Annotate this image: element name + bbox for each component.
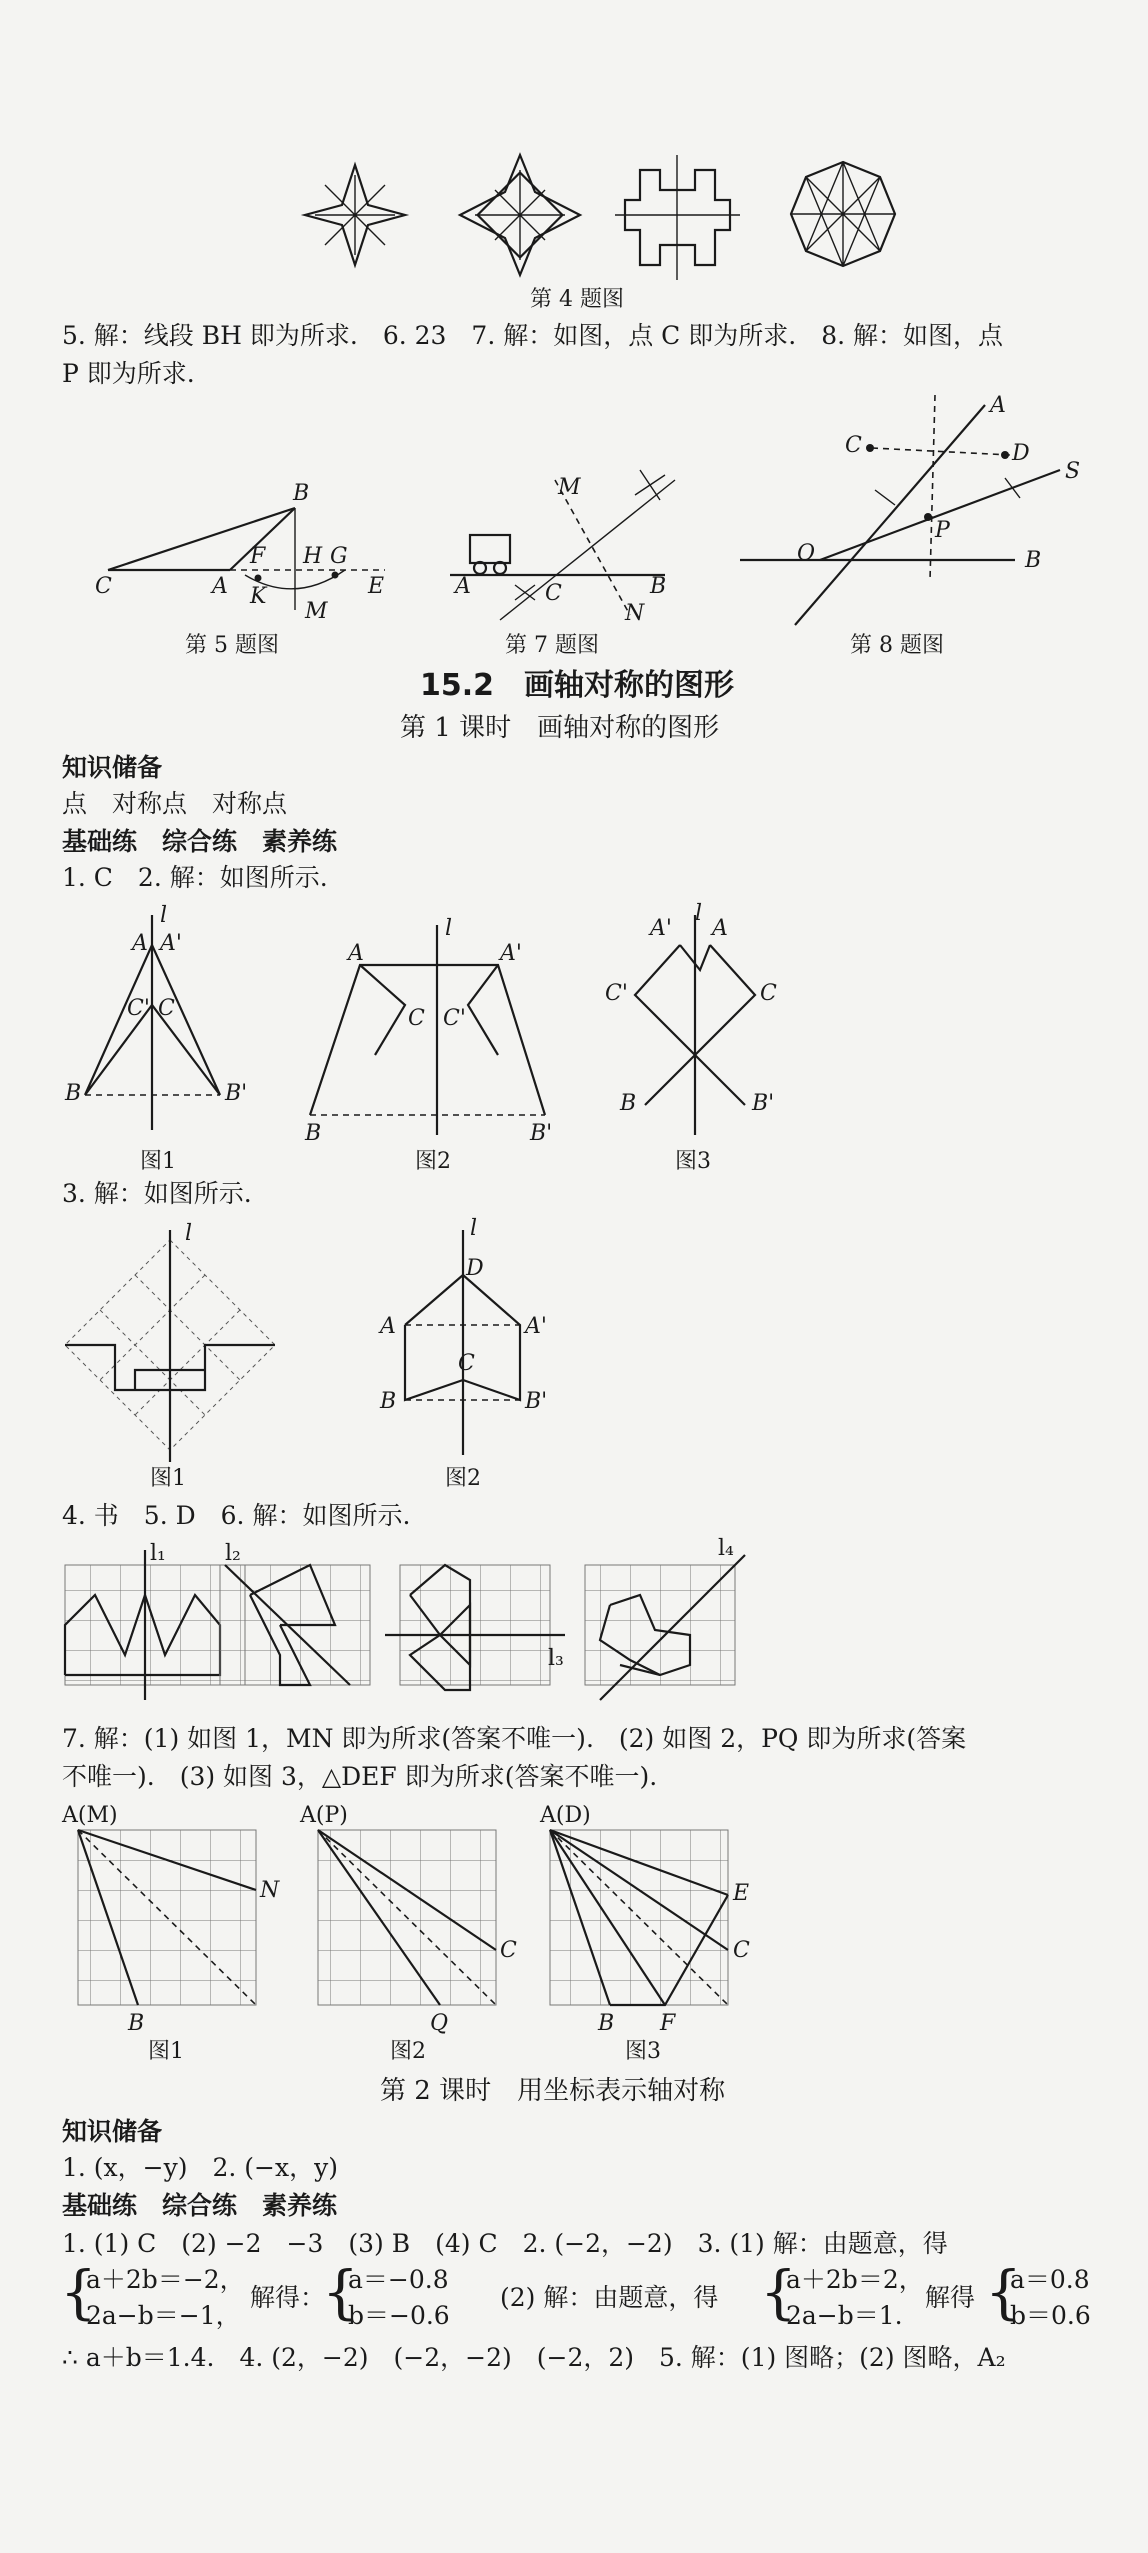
q7-fig1-caption: 图1 — [148, 2039, 184, 2064]
q3-fig1-caption: 图1 — [150, 1466, 186, 1491]
practice1-q4-6: 4. 书 5. D 6. 解：如图所示. — [62, 1501, 411, 1530]
fig5-label-H: H — [303, 544, 323, 569]
practice1-q1-2: 1. C 2. 解：如图所示. — [62, 863, 328, 892]
q3f2-B2: B' — [525, 1389, 548, 1414]
q6-l2: l₂ — [225, 1541, 241, 1566]
fig8-label-D: D — [1012, 441, 1030, 466]
sol2-a: a＝0.8 — [1010, 2265, 1090, 2294]
q7-fig3-caption: 图3 — [625, 2039, 661, 2064]
q7-fig3 — [539, 1803, 750, 2036]
knowledge1-heading: 知识储备 — [62, 753, 163, 782]
q2-fig3-caption: 图3 — [675, 1149, 711, 1174]
q2f3-C: C — [760, 981, 777, 1006]
q7f2-C: C — [500, 1938, 517, 1963]
fig5-label-G: G — [330, 544, 348, 569]
practice1-q3: 3. 解：如图所示. — [62, 1179, 252, 1208]
practice2-line1: 1. (1) C (2) −2 −3 (3) B (4) C 2. (−2，−2) 3. (1) 解：由题意，得 — [62, 2229, 948, 2258]
q3f1-l: l — [185, 1221, 193, 1246]
q7-fig2 — [299, 1803, 517, 2036]
knowledge1-content: 点 对称点 对称点 — [62, 789, 288, 818]
fig8-label-S: S — [1065, 459, 1081, 484]
answers-5-8-line1: 5. 解：线段 BH 即为所求. 6. 23 7. 解：如图，点 C 即为所求. 8. 解：如图，点 — [62, 321, 1003, 350]
sys1-eq2: 2a−b＝−1， — [86, 2301, 241, 2330]
q2f1-C2: C' — [127, 996, 150, 1021]
q3f2-C: C — [458, 1351, 475, 1376]
answers-5-8-line2: P 即为所求. — [62, 359, 195, 388]
fig5-label-A: A — [212, 574, 228, 599]
fig4-caption: 第 4 题图 — [530, 287, 624, 312]
q2f2-l: l — [445, 916, 453, 941]
lesson1-title: 第 1 课时 画轴对称的图形 — [400, 713, 720, 743]
fig5-label-F: F — [250, 544, 266, 569]
knowledge2-content: 1. (x，−y) 2. (−x，y) — [62, 2153, 338, 2182]
q2f2-C: C — [408, 1006, 425, 1031]
practice1-heading: 基础练 综合练 素养练 — [62, 827, 338, 856]
fig8-label-O: O — [797, 541, 816, 566]
sys2-eq2: 2a−b＝1. — [786, 2301, 903, 2330]
sys2-eq1: a＋2b＝2， — [786, 2265, 924, 2294]
q6-l3: l₃ — [548, 1646, 564, 1671]
q7f3-F: F — [660, 2011, 676, 2036]
q2f2-A2: A' — [500, 941, 522, 966]
brace-1: { — [60, 2258, 97, 2326]
q2f1-l: l — [160, 903, 168, 928]
sys1-eq1: a＋2b＝−2， — [86, 2265, 245, 2294]
q2f1-B: B — [65, 1081, 82, 1106]
knowledge2-heading: 知识储备 — [62, 2117, 163, 2146]
q7f3-B: B — [598, 2011, 615, 2036]
q2f2-B: B — [305, 1121, 322, 1146]
solve1-text: 解得： — [250, 2283, 326, 2312]
fig5-label-B: B — [293, 481, 310, 506]
q3f2-B: B — [380, 1389, 397, 1414]
fig8-label-C: C — [845, 433, 862, 458]
practice2-line3: ∴ a＋b＝1.4. 4. (2，−2) (−2，−2) (−2，2) 5. 解：(1) 图略；(2) 图略，A₂ — [62, 2343, 1006, 2372]
q3f2-D: D — [466, 1256, 484, 1281]
q2f3-C2: C' — [605, 981, 628, 1006]
section-title: 15.2 画轴对称的图形 — [420, 668, 735, 703]
sol1-b: b＝−0.6 — [348, 2301, 450, 2330]
fig7-caption: 第 7 题图 — [505, 633, 599, 658]
q2f3-A2: A' — [650, 916, 672, 941]
q7-line2: 不唯一). (3) 如图 3，△DEF 即为所求(答案不唯一). — [62, 1762, 658, 1791]
fig5-label-C: C — [95, 574, 112, 599]
q2f3-B2: B' — [752, 1091, 775, 1116]
q3f2-A2: A' — [525, 1314, 547, 1339]
q2f3-l: l — [695, 901, 703, 926]
fig7-label-C: C — [545, 581, 562, 606]
q2f2-B2: B' — [530, 1121, 553, 1146]
lesson2-title: 第 2 课时 用坐标表示轴对称 — [380, 2076, 726, 2106]
q2f3-B: B — [620, 1091, 637, 1116]
q7f3-C: C — [733, 1938, 750, 1963]
q7f2-AP: A(P) — [300, 1803, 348, 1828]
brace-2: { — [322, 2258, 359, 2326]
q7-line1: 7. 解：(1) 如图 1，MN 即为所求(答案不唯一). (2) 如图 2，PQ 即为所求(答案 — [62, 1724, 967, 1753]
q2f2-A: A — [348, 941, 364, 966]
q2f1-B2: B' — [225, 1081, 248, 1106]
q7f1-N: N — [260, 1878, 280, 1903]
q2f2-C2: C' — [443, 1006, 466, 1031]
q2-fig1-caption: 图1 — [140, 1149, 176, 1174]
fig5-label-M: M — [305, 599, 328, 624]
fig7-label-N: N — [625, 601, 645, 626]
fig5-label-K: K — [250, 584, 267, 609]
part2-text: (2) 解：由题意，得 — [500, 2283, 719, 2312]
q3f2-A: A — [380, 1314, 396, 1339]
q7-fig2-caption: 图2 — [390, 2039, 426, 2064]
fig8-label-A: A — [990, 393, 1006, 418]
brace-3: { — [760, 2258, 797, 2326]
q7f3-E: E — [733, 1881, 750, 1906]
practice2-heading: 基础练 综合练 素养练 — [62, 2191, 338, 2220]
fig7-label-M: M — [558, 475, 581, 500]
q2-fig2-caption: 图2 — [415, 1149, 451, 1174]
q6-l4: l₄ — [718, 1536, 734, 1561]
q2f1-A2: A' — [160, 931, 182, 956]
q2f1-C: C — [158, 996, 175, 1021]
fig8-caption: 第 8 题图 — [850, 633, 944, 658]
q7f1-AM: A(M) — [62, 1803, 118, 1828]
fig8-label-P: P — [935, 518, 950, 543]
q2f3-A: A — [712, 916, 728, 941]
q7f2-Q: Q — [430, 2011, 449, 2036]
solve2-text: 解得 — [925, 2283, 976, 2312]
q6-l1: l₁ — [150, 1541, 166, 1566]
fig5-caption: 第 5 题图 — [185, 633, 279, 658]
brace-4: { — [985, 2258, 1022, 2326]
q3f2-l: l — [470, 1216, 478, 1241]
q7f1-B: B — [128, 2011, 145, 2036]
q3-fig2-caption: 图2 — [445, 1466, 481, 1491]
fig7-label-B: B — [650, 574, 667, 599]
sol2-b: b＝0.6 — [1010, 2301, 1091, 2330]
fig7-label-A: A — [455, 574, 471, 599]
q2f1-A: A — [132, 931, 148, 956]
fig8-label-B: B — [1025, 548, 1042, 573]
sol1-a: a＝−0.8 — [348, 2265, 449, 2294]
fig5-label-E: E — [368, 574, 385, 599]
q7f3-AD: A(D) — [540, 1803, 591, 1828]
q7-fig1 — [61, 1803, 280, 2036]
